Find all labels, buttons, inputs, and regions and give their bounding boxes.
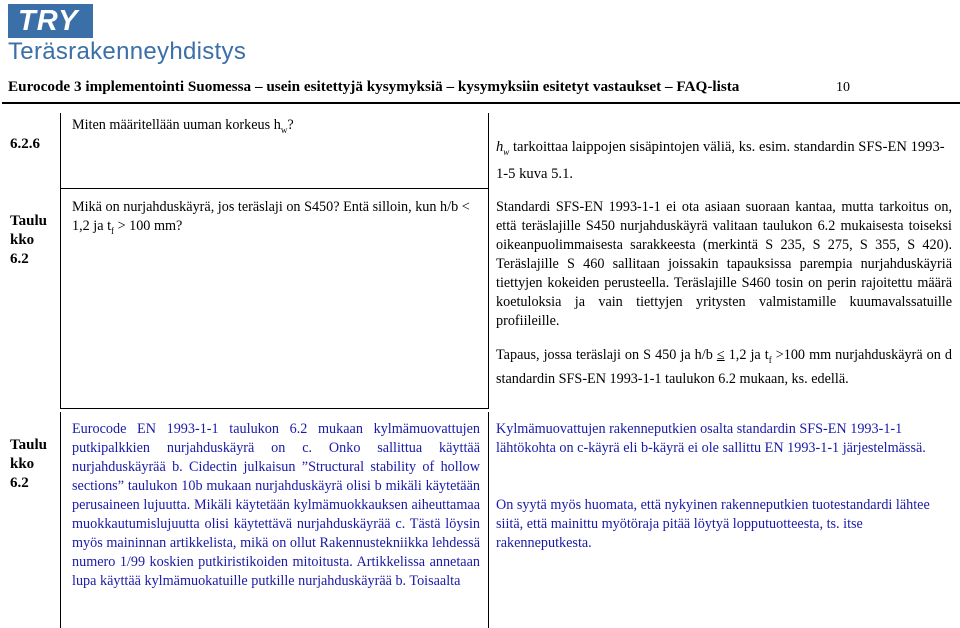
faq-answer: Tapaus, jossa teräslaji on S 450 ja h/b ≤ 1,2 ja $t_f >100$ mm nurjahduskäyrä on d standardin SFS-EN 1993-1-1 taulukon 6.2 mukaan, ks. edellä. — [496, 347, 952, 387]
table-divider — [60, 188, 489, 189]
document-title: Eurocode 3 implementointi Suomessa – usein esitettyjä kysymyksiä – kysymyksiin esitetyt vastaukset – FAQ-lista — [8, 78, 740, 95]
faq-question: Mikä on nurjahduskäyrä, jos teräslaji on S450? Entä silloin, kun h/b < 1,2 ja $t_f > 100$ mm? — [72, 199, 470, 236]
faq-id: 6.2.6 — [10, 136, 40, 152]
header-rule — [2, 102, 960, 104]
faq-answer: On syytä myös huomata, että nykyinen rakenneputkien tuotestandardi lähtee siitä, että mainittu myötöraja pitää löytyä lopputuotteesta, ts. itse rakenneputkesta. — [496, 497, 930, 551]
table-divider — [488, 412, 489, 628]
page-number: 10 — [836, 80, 850, 95]
faq-question: Eurocode EN 1993-1-1 taulukon 6.2 mukaan kylmämuovattujen putkipalkkien nurjahduskäyrä on c. Onko sallittua käyttää nurjahduskäyrää b. Cidectin julkaisun ”Structural stability of hollow sections” taulukon 10b mukaan nurjahduskäyrä olisi b mikäli käytetään perusaineen lujuutta. Mikäli käytetään kylmämuokkauksen aiheuttamaa muokkautumislujuutta olisi käytettävä nurjahduskäyrää c. Tästä löysin myös maininnan artikkelista, mikä on ollut Rakennustekniikka lehdessä numero 1/99 koskien putkiristikoiden mitoitusta. Artikkelissa annetaan lupa käyttää kylmämuokatuille putkille nurjahduskäyrää b. Toisaalta — [72, 421, 480, 589]
faq-question: Miten määritellään uuman korkeus $h_w$? — [72, 117, 294, 135]
table-divider — [60, 113, 61, 188]
faq-answer: Standardi SFS-EN 1993-1-1 ei ota asiaan suoraan kantaa, mutta tarkoitus on, että teräslajille S450 nurjahduskäyrä valitaan taulukon 6.2 mukaisesta toiseksi oikeanpuolimmaisesta sarakkeesta (merkintä S 235, S 275, S 355, S 420). Teräslajille S 460 sallitaan joissakin tapauksissa parempia nurjahduskäyriä tiettyjen kokeiden perusteella. Teräslajille S460 tosin on perin rajoitettu määrä koetuloksia ja vain tiettyjen yritysten valmistamille kuumavalssatuille profiileille. — [496, 199, 952, 329]
table-divider — [488, 113, 489, 188]
table-divider — [60, 408, 489, 409]
table-divider — [60, 412, 61, 628]
table-divider — [488, 188, 489, 408]
try-logo: TRY — [8, 4, 93, 38]
table-divider — [60, 188, 61, 408]
faq-answer: $h_w$ tarkoittaa laippojen sisäpintojen väliä, ks. esim. standardin SFS-EN 1993-1-5 kuva 5.1. — [496, 139, 945, 182]
faq-id: Taulu kko 6.2 — [10, 213, 47, 267]
organization-name: Teräsrakenneyhdistys — [8, 38, 247, 65]
faq-answer: Kylmämuovattujen rakenneputkien osalta standardin SFS-EN 1993-1-1 lähtökohta on c-käyrä eli b-käyrä ei ole sallittu EN 1993-1-1 järjestelmässä. — [496, 421, 926, 456]
faq-id: Taulu kko 6.2 — [10, 437, 47, 491]
